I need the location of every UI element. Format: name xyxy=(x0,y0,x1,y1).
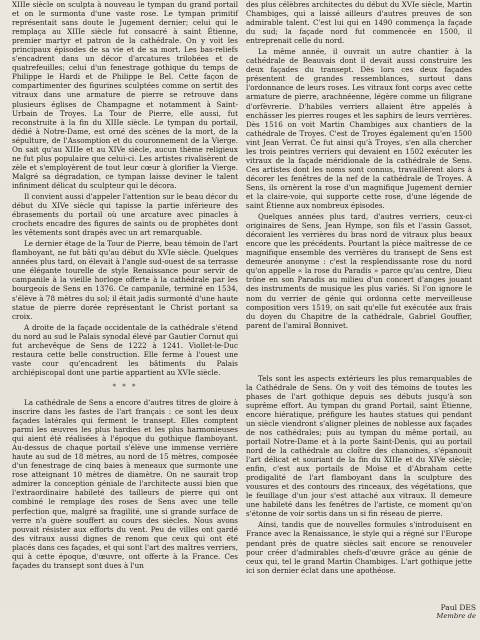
author-role: Membre de xyxy=(436,612,476,620)
paragraph: Le dernier étage de la Tour de Pierre, beau témoin de l'art flamboyant, ne fut bâti qu'au début du XVIe siècle. Quelques années plus tard, on élevait à l'angle sud-ouest de sa terrasse une élégante tourelle de style Renaissance pour servir de campanile à la vieille horloge offerte à la cathédrale par les bourgeois de Sens en 1376. Ce campanile, terminé en 1534, s'élève à 78 mètres du sol; il était jadis surmonté d'une haute statue de pierre dorée représentant le Christ portant sa croix. xyxy=(12,239,238,321)
left-text-column xyxy=(12,0,238,570)
paragraph: La cathédrale de Sens a encore d'autres titres de gloire à inscrire dans les fastes de l'art français : ce sont les deux façades latérales qui ferment le transept. Elles comptent parmi les œuvres les plus hardies et les plus harmonieuses qui aient été réalisées à l'époque du gothique flamboyant. Au-dessus de chaque portail s'élève une immense verrière haute au sud de 18 mètres, au nord de 15 mètres, composée d'un fenestrage de cinq baies à meneaux que surmonte une rose atteignant 10 mètres de diamètre. On ne saurait trop admirer la conception géniale de l'architecte aussi bien que l'extraordinaire habileté des tailleurs de pierre qui ont combiné le remplage des roses de Sens avec une telle perfection que, malgré sa fragilité, une si grande surface de verre n'a guère souffert au cours des siècles. Nous avons pouvait résister aux efforts du vent. Peu de villes ont gardé des vitraux aussi dignes de renom que ceux qui ont été placés dans ces façades, et qui sont l'art des maîtres verriers, qui à cette époque, d'œuvre, ont offerte à la France. Ces façades du transept sont dues à l'un xyxy=(12,397,238,570)
paragraph: Quelques années plus tard, d'autres verriers, ceux-ci originaires de Sens, Jean Hympe, son fils et l'assin Gassot, décoraient les verrières du bras nord de vitraux plus beaux encore que les précédents. Pourtant la pièce maîtresse de ce magnifique ensemble des verrières du transept de Sens est demeurée anonyme : c'est la resplendissante rose du nord qu'on appelle « la rose du Paradis » parce qu'au centre, Dieu trône en son Paradis au milieu d'un concert d'anges jouant des instruments de musique les plus variés. Si l'on ignore le nom du verrier de génie qui ordonna cette merveilleuse composition vers 1519, on sait qu'elle fut exécutée aux frais du doyen du Chapitre de la cathédrale, Gabriel Gouffier, parent de l'amiral Bonnivet. xyxy=(246,212,472,330)
paragraph: A droite de la façade occidentale de la cathédrale s'étend du nord au sud le Palais synodal élevé par Gautier Cornut qui fut archevêque de Sens de 1222 à 1241. Viollet-le-Duc restaura cette belle construction. Elle ferme à l'ouest une vaste cour qu'encadrent les bâtiments du Palais archiépiscopal dont une partie appartient au XVIe siècle. xyxy=(12,322,238,377)
section-ornament: * * * xyxy=(112,382,138,391)
author-signature xyxy=(436,603,476,621)
paragraph: XIIIe siècle on sculpta à nouveau le tympan du grand portail et on le surmonta d'une vaste rose. Le tympan primitif représentait sans doute le Jugement dernier; celui qui le remplaça au XIIIe siècle fut consacré à saint Étienne, premier martyr et patron de la cathédrale. On y voit les principaux épisodes de sa vie et de sa mort. Les bas-reliefs s'encadrent dans un décor d'arcatures trilobées et de quatrefeuilles; celui d'un fenestrage gothique du temps de Philippe le Hardi et de Philippe le Bel. Cette façon de compartimenter des figurines sculptées comme on sertit des vitraux dans une armature de pierre se retrouve dans plusieurs églises de Champagne et notamment à Saint-Urbain de Troyes. La Tour de Pierre, elle aussi, fut reconstruite à la fin du XIIIe siècle. Le tympan du portail, dédié à Notre-Dame, est orné des scènes de la mort, de la sépulture, de l'Assomption et du couronnement de la Vierge. On sait qu'au XIIIe et au XIVe siècle, aucun thème religieux ne fut plus populaire que celui-ci. Les artistes rivalisèrent de zèle et s'employèrent de tout leur cœur à glorifier la Vierge. Malgré sa dégradation, ce tympan laisse deviner le talent infiniment délicat du sculpteur qui le décora. xyxy=(12,0,238,190)
author-name: Paul DES xyxy=(440,603,476,612)
paragraph: Ainsi, tandis que de nouvelles formules s'introduisent en France avec la Renaissance, le style qui a régné sur l'Europe pendant près de quatre siècles sait encore se renouveler pour créer d'admirables chefs-d'œuvre grâce au génie de ceux qui, tel le grand Martin Chambiges. L'art gothique jette ici son dernier éclat dans une apothéose. xyxy=(246,520,472,575)
paragraph: des plus célèbres architectes du début du XVIe siècle, Martin Chambiges, qui a laissé ailleurs d'autres preuves de son admirable talent. C'est lui qui en 1490 commença la façade du sud; la façade nord fut commencée en 1500, il entreprenait celle du nord. xyxy=(246,0,472,46)
paragraph: Il convient aussi d'appeler l'attention sur le beau décor du début du XIVe siècle qui tapisse la partie inférieure des ébrasements du portail où une arcature avec pinacles à crochets encadre des figures de saints ou de prophètes dont les vêtements sont drapés avec un art remarquable. xyxy=(12,191,238,238)
right-text-column xyxy=(246,0,472,575)
paragraph: La même année, il ouvrait un autre chantier à la cathédrale de Beauvais dont il devait aussi construire les deux façades du transept. Dès lors ces deux façades présentent de grandes ressemblances, surtout dans l'ordonnance de leurs roses. Les vitraux font corps avec cette armature de pierre, arachnéenne, légère comme un filigrane d'orfèvrerie. D'habiles verriers allaient être appelés à enchâsser les pierres rouges et les saphirs de leurs verrières. Dès 1516 on voit Martin Chambiges aux chantiers de la cathédrale de Troyes. C'est de Troyes également qu'en 1500 vint Jean Verrat. Ce fut ainsi qu'à Troyes, s'en alla chercher les trois peintres verriers qui devaient en 1502 exécuter les vitraux de la façade méridionale de la cathédrale de Sens. Ces artistes dont les noms sont connus, travaillèrent alors à décorer les fenêtres de la nef de la cathédrale de Troyes. A Sens, ils ornèrent la rose d'un magnifique Jugement dernier et la claire-voie, qui supporte cette rose, d'une légende de saint Étienne aux nombreux épisodes. xyxy=(246,47,472,211)
section-spacer xyxy=(246,330,472,374)
paragraph: Tels sont les aspects extérieurs les plus remarquables de la Cathédrale de Sens. On y voit des témoins de toutes les phases de l'art gothique depuis ses débuts jusqu'à son suprême effort. Au tympan du grand Portail, saint Étienne, encore hiératique, préfigure les hautes statues qui pendant un siècle viendront s'aligner pleines de noblesse aux façades de nos cathédrales; puis au tympan du même portail, au portail Notre-Dame et à la porte Saint-Denis, qui au portail nord de la cathédrale au cloître des chanoines, s'épanouit l'art délicat et souriant de la fin du XIIIe et du XIVe siècle; enfin, c'est aux portails de Moïse et d'Abraham cette prodigalité de l'art flamboyant dans la sculpture des vousures et des contours des rinceaux, des végétations, que le feuillage d'un jour s'est attaché aux vitraux. Il demeure une habileté dans les fenêtres de l'artiste, ce moment qu'on s'étonne de voir sortis dans un si fin réseau de pierre. xyxy=(246,373,472,519)
